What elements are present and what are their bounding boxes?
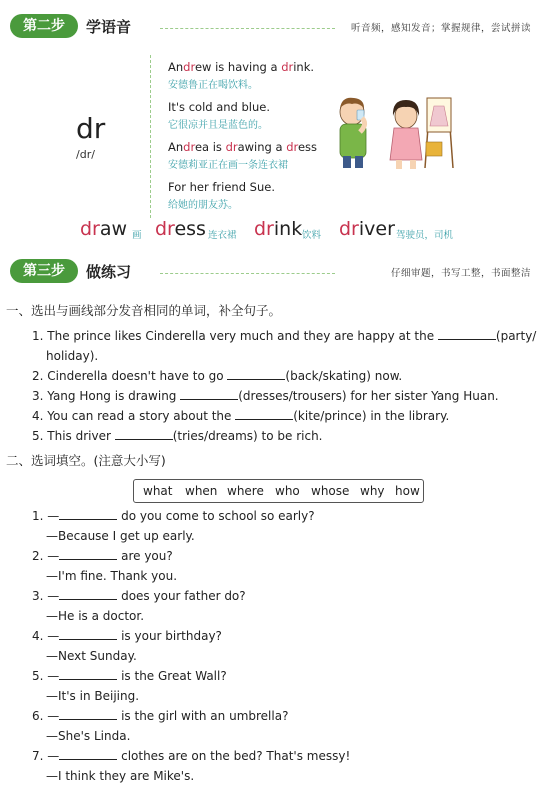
word-bank-item: who (275, 484, 300, 498)
answer-blank[interactable] (235, 409, 293, 420)
answer-blank[interactable] (59, 509, 117, 520)
step3-tip: 仔细审题，书写工整，书面整洁 (390, 268, 531, 279)
phonics-letters: dr (76, 112, 106, 145)
answer-blank[interactable] (59, 589, 117, 600)
phonics-chant (168, 57, 348, 217)
part1-q2: 2. Cinderella doesn't have to go (back/skating) now. (32, 369, 403, 383)
part2-a4: —Next Sunday. (46, 649, 137, 663)
step2-badge: 第二步 (10, 14, 78, 38)
part1-title: 一、选出与画线部分发音相同的单词，补全句子。 (6, 303, 282, 318)
word-draw: draw (80, 218, 128, 240)
chant-translation-3: 安德莉亚正在画一条连衣裙 (168, 160, 288, 171)
word-dress: dress (155, 218, 206, 240)
answer-blank[interactable] (59, 629, 117, 640)
part2-a2: —I'm fine. Thank you. (46, 569, 178, 583)
part2-a7: —I think they are Mike's. (46, 769, 195, 783)
part2-q7: 7. — clothes are on the bed? That's messy! (32, 749, 351, 763)
part2-q4: 4. — is your birthday? (32, 629, 222, 643)
answer-blank[interactable] (59, 749, 117, 760)
part2-a3: —He is a doctor. (46, 609, 145, 623)
part2-a6: —She's Linda. (46, 729, 131, 743)
step3-title: 做练习 (86, 263, 132, 281)
answer-blank[interactable] (59, 549, 117, 560)
step2-title: 学语音 (86, 18, 132, 36)
word-bank-item: what (143, 484, 173, 498)
step2-divider (160, 28, 335, 29)
part1-q1-cont: holiday). (46, 349, 99, 363)
answer-blank[interactable] (180, 389, 238, 400)
part2-a1: —Because I get up early. (46, 529, 195, 543)
chant-line-2: It's cold and blue. (168, 100, 271, 114)
phonics-ipa: /dr/ (76, 148, 95, 161)
answer-blank[interactable] (227, 369, 285, 380)
children-illustration (330, 90, 455, 170)
part2-q2: 2. — are you? (32, 549, 173, 563)
word-driver-zh: 驾驶员，司机 (396, 230, 454, 241)
word-bank-item: when (185, 484, 218, 498)
answer-blank[interactable] (115, 429, 173, 440)
part1-q3: 3. Yang Hong is drawing (dresses/trousers) for her sister Yang Huan. (32, 389, 499, 403)
chant-line-4: For her friend Sue. (168, 180, 275, 194)
answer-blank[interactable] (59, 669, 117, 680)
chant-translation-1: 安德鲁正在喝饮料。 (168, 80, 258, 91)
part1-q5: 5. This driver (tries/dreams) to be rich. (32, 429, 323, 443)
step3-badge: 第三步 (10, 259, 78, 283)
word-draw-zh: 画 (132, 230, 142, 241)
chant-translation-4: 给她的朋友苏。 (168, 200, 238, 211)
part2-q6: 6. — is the girl with an umbrella? (32, 709, 289, 723)
step3-header (0, 259, 545, 285)
phonics-divider (150, 55, 151, 218)
part2-a5: —It's in Beijing. (46, 689, 140, 703)
answer-blank[interactable] (59, 709, 117, 720)
word-bank-item: where (227, 484, 264, 498)
step3-divider (160, 273, 335, 274)
answer-blank[interactable] (438, 329, 496, 340)
part2-title: 二、选词填空。(注意大小写) (6, 453, 166, 468)
chant-line-3: Andrea is drawing a dress (168, 140, 318, 154)
word-dress-zh: 连衣裙 (208, 230, 237, 241)
part2-q1: 1. — do you come to school so early? (32, 509, 315, 523)
chant-translation-2: 它很凉并且是蓝色的。 (168, 120, 268, 131)
part1-q4: 4. You can read a story about the (kite/prince) in the library. (32, 409, 450, 423)
part1-q1: 1. The prince likes Cinderella very much and they are happy at the (party/ (32, 329, 537, 343)
part2-q3: 3. — does your father do? (32, 589, 246, 603)
word-bank-item: whose (311, 484, 350, 498)
word-bank-item: why (360, 484, 385, 498)
word-driver: driver (339, 218, 395, 240)
word-bank-box (133, 479, 424, 503)
word-bank-item: how (395, 484, 420, 498)
chant-line-1: Andrew is having a drink. (168, 60, 315, 74)
phonics-word-list (80, 218, 540, 246)
word-drink-zh: 饮料 (302, 230, 322, 241)
step2-header (0, 14, 545, 40)
word-drink: drink (254, 218, 303, 240)
part2-q5: 5. — is the Great Wall? (32, 669, 227, 683)
step2-tip: 听音频，感知发音；掌握规律，尝试拼读 (350, 23, 531, 34)
